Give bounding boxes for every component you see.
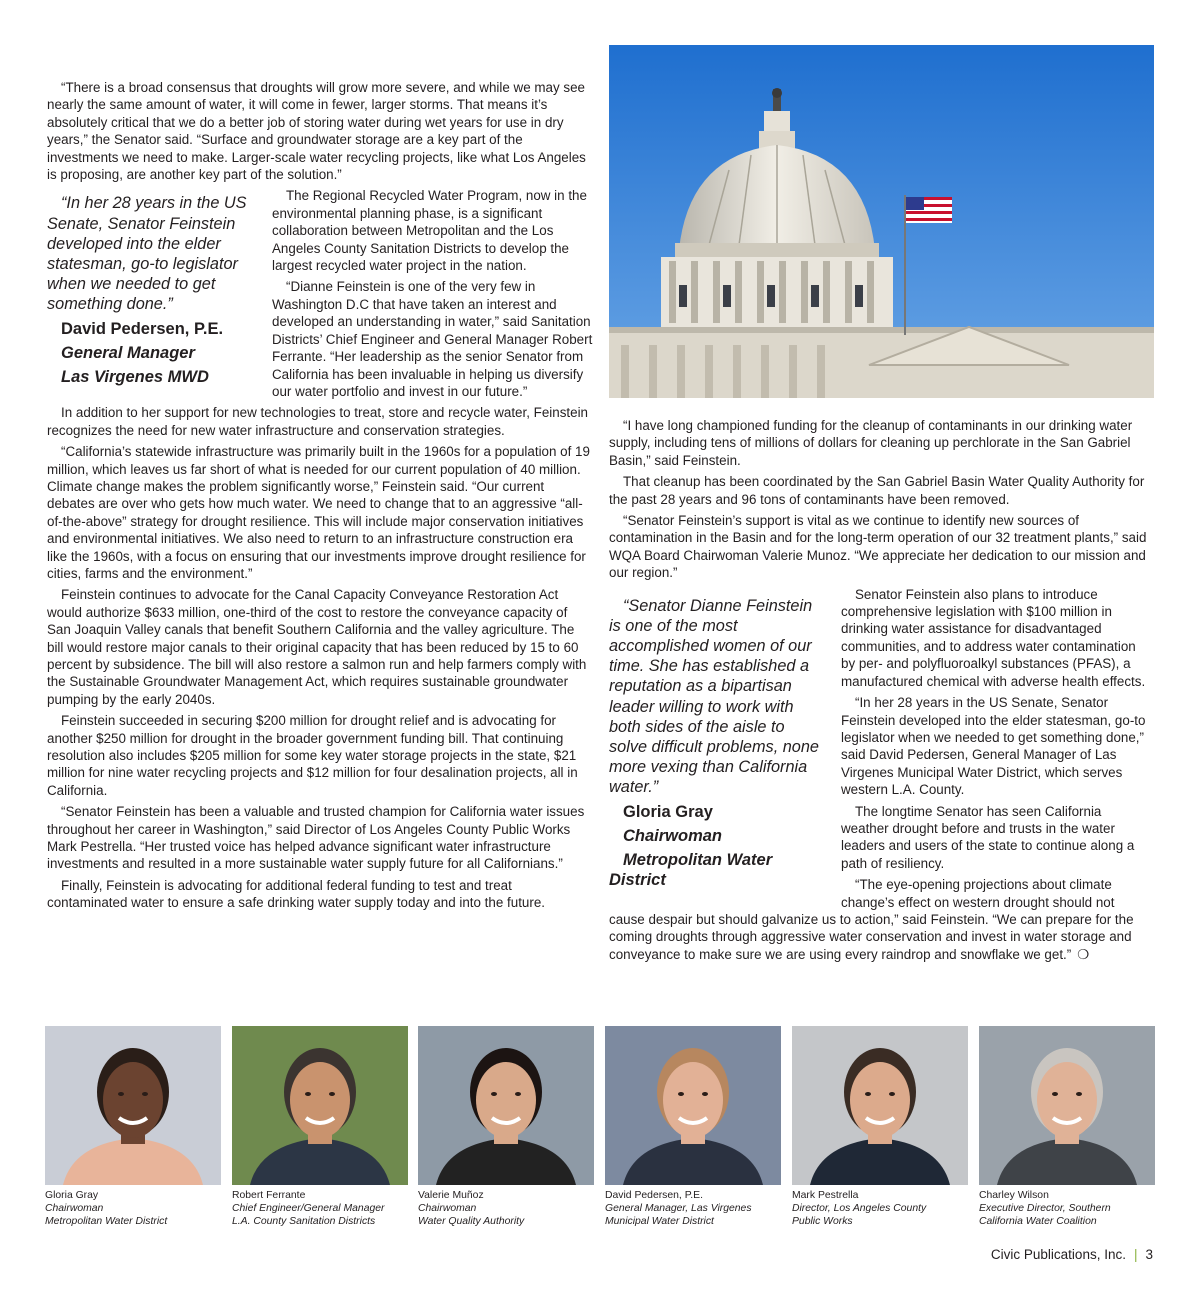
paragraph: Feinstein continues to advocate for the Canal Capacity Conveyance Restoration Act would authorize $633 million, one-third of the cost to restore the conveyance capacity of San Joaquin Valley canals that benefit Southern California and the valley agriculture. The bill would restore major canals to their original capacity that has been reduced by 15 to 60 percent by subsidence. The bill will also restore a salmon run and help farmers comply with the Sustainable Groundwater Management Act, which requires sustainable groundwater pumping by the early 2040s. — [47, 587, 587, 707]
pull-quote-text: “Senator Dianne Feinstein is one of the most accomplished women of our time. She has established a reputation as a bipartisan leader willing to work with both sides of the aisle to solve difficult problems, none more vexing than California water.” — [609, 596, 819, 797]
person-organization: Municipal Water District — [605, 1216, 714, 1227]
portrait-caption — [792, 1189, 968, 1228]
paragraph: “I have long championed funding for the cleanup of contaminants in our drinking water supply, including tens of millions of dollars for cleaning up perchlorate in the San Gabriel Basin,” said Feinstein. — [609, 418, 1133, 468]
right-article-column — [609, 417, 1152, 967]
portrait-caption — [418, 1189, 594, 1228]
pull-quote-name: Gloria Gray — [623, 802, 713, 821]
paragraph: “In her 28 years in the US Senate, Senator Feinstein developed into the elder statesman, go-to legislator when we needed to get something done,” said David Pedersen, General Manager of Las Virgenes Municipal Water District, which serves western L.A. County. — [841, 695, 1146, 798]
person-card — [979, 1026, 1155, 1228]
paragraph: Finally, Feinstein is advocating for additional federal funding to test and treat contaminated water to ensure a safe drinking water supply today and into the future. — [47, 877, 545, 911]
portrait-caption — [232, 1189, 408, 1228]
left-article-column — [47, 79, 593, 916]
pull-quote-title: General Manager — [61, 343, 195, 362]
paragraph: “Dianne Feinstein is one of the very few in Washington D.C that have taken an interest and developed an understanding in water,” said Sanitation Districts’ Chief Engineer and General Manager Robert Ferrante. “Her leadership as the senior Senator from California has been invaluable in helping us diversify our water portfolio and invest in our future.” — [272, 279, 593, 399]
paragraph: The Regional Recycled Water Program, now in the environmental planning phase, is a significant collaboration between Metropolitan and the Los Angeles County Sanitation Districts to develop the largest recycled water project in the nation. — [272, 188, 587, 274]
pull-quote-text: “In her 28 years in the US Senate, Senator Feinstein developed into the elder statesman, go-to legislator when we needed to get something done.” — [47, 194, 247, 314]
person-card — [418, 1026, 594, 1228]
pull-quote-name: David Pedersen, P.E. — [61, 319, 224, 338]
paragraph-text: “The eye-opening projections about climate change’s effect on western drought should not cause despair but should galvanize us to action,” said Feinstein. “We can prepare for the coming droughts through aggressive water conservation and invest in water storage and conveyance to make sure we are using every raindrop and snowflake we get.” — [609, 877, 1134, 962]
person-title: Chairwoman — [418, 1203, 477, 1214]
person-title: Chairwoman — [45, 1203, 104, 1214]
end-mark-icon: ❍ — [1077, 946, 1090, 962]
person-organization: Water Quality Authority — [418, 1216, 525, 1227]
pull-quote-title: Chairwoman — [623, 826, 723, 845]
paragraph: “California’s statewide infrastructure was primarily built in the 1960s for a population of 19 million, which leaves us far short of what is needed for our current population of 40 million. Climate change makes the problem significantly worse,” Feinstein said. “Our current debates are over who gets how much water. We need to change that to an aggressive “all-of-the-above” strategy for drought resilience. This will include major conservation initiatives and environmental initiatives. We also need to return to an infrastructure construction era like the 1960s, with a focus on ensuring that our investments improve drought resilience for cities, farms and the environment.” — [47, 444, 590, 581]
person-card — [605, 1026, 781, 1228]
pull-quote — [609, 596, 821, 895]
paragraph: In addition to her support for new technologies to treat, store and recycle water, Feinstein recognizes the need for new water infrastructure and conservation strategies. — [47, 405, 588, 438]
person-organization: L.A. County Sanitation Districts — [232, 1216, 376, 1227]
portrait-photo — [45, 1026, 221, 1185]
portrait-photo — [979, 1026, 1155, 1185]
person-title: Director, Los Angeles County — [792, 1203, 927, 1214]
paragraph: “Senator Feinstein’s support is vital as we continue to identify new sources of contamination in the Basin and for the long-term operation of our 32 treatment plants,” said WQA Board Chairwoman Valerie Munoz. “We appreciate her dedication to our mission and our region.” — [609, 513, 1147, 581]
portrait-photo — [605, 1026, 781, 1185]
footer-separator: | — [1133, 1247, 1138, 1262]
pull-quote-organization: Metropolitan Water District — [609, 851, 773, 890]
paragraph: Feinstein succeeded in securing $200 million for drought relief and is advocating for another $250 million for drought in the broader government funding bill. That continuing resolution also includes $205 million for some key water storage projects in the state, $21 million for nine water recycling projects and $12 million for four desalination projects, all in California. — [47, 713, 578, 798]
person-card — [792, 1026, 968, 1228]
person-name: Charley Wilson — [979, 1190, 1049, 1201]
person-name: David Pedersen, P.E. — [605, 1190, 703, 1201]
person-organization: Metropolitan Water District — [45, 1216, 168, 1227]
person-organization: Public Works — [792, 1216, 853, 1227]
person-card — [232, 1026, 408, 1228]
portrait-photo — [418, 1026, 594, 1185]
portrait-caption — [605, 1189, 781, 1228]
paragraph: “Senator Feinstein has been a valuable and trusted champion for California water issues throughout her career in Washington,” said Director of Los Angeles County Public Works Mark Pestrella. “Her trusted voice has helped advance significant water infrastructure investments and resulted in a more sustainable water supply future for all Californians.” — [47, 804, 585, 872]
person-name: Gloria Gray — [45, 1190, 99, 1201]
paragraph: “There is a broad consensus that droughts will grow more severe, and while we may see nearly the same amount of water, it will come in fewer, larger storms. That means it’s absolutely critical that we do a better job of storing water during wet years for use in dry years,” the Senator said. “Surface and groundwater storage are a key part of the investments we need to make. Larger-scale water recycling projects, like what Los Angeles is proposing, are another key part of the solution.” — [47, 80, 586, 183]
pull-quote-organization: Las Virgenes MWD — [61, 368, 209, 387]
capitol-dome-photo — [609, 45, 1154, 398]
pull-quote — [47, 193, 252, 391]
person-title: Chief Engineer/General Manager — [232, 1203, 385, 1214]
portrait-caption — [45, 1189, 221, 1228]
person-title: General Manager, Las Virgenes — [605, 1203, 752, 1214]
publisher-name: Civic Publications, Inc. — [990, 1247, 1126, 1262]
person-organization: California Water Coalition — [979, 1216, 1097, 1227]
portrait-row — [45, 1026, 1155, 1236]
paragraph: The longtime Senator has seen California weather drought before and trusts in the water leaders and users of the state to continue along a path of resiliency. — [841, 803, 1135, 871]
person-name: Robert Ferrante — [232, 1190, 306, 1201]
paragraph: That cleanup has been coordinated by the San Gabriel Basin Water Quality Authority for the past 28 years and 96 tons of contaminants have been removed. — [609, 474, 1145, 507]
person-title: Executive Director, Southern — [979, 1203, 1111, 1214]
person-card — [45, 1026, 221, 1228]
page-footer — [991, 1247, 1153, 1262]
portrait-photo — [232, 1026, 408, 1185]
person-name: Mark Pestrella — [792, 1190, 859, 1201]
portrait-photo — [792, 1026, 968, 1185]
page-number: 3 — [1145, 1247, 1153, 1262]
portrait-caption — [979, 1189, 1155, 1228]
person-name: Valerie Muñoz — [418, 1190, 484, 1201]
paragraph: Senator Feinstein also plans to introduce comprehensive legislation with $100 million in drinking water assistance for disadvantaged communities, and to address water contamination by per- and polyfluoroalkyl substances (PFAS), a manufactured chemical with adverse health effects. — [841, 586, 1146, 689]
